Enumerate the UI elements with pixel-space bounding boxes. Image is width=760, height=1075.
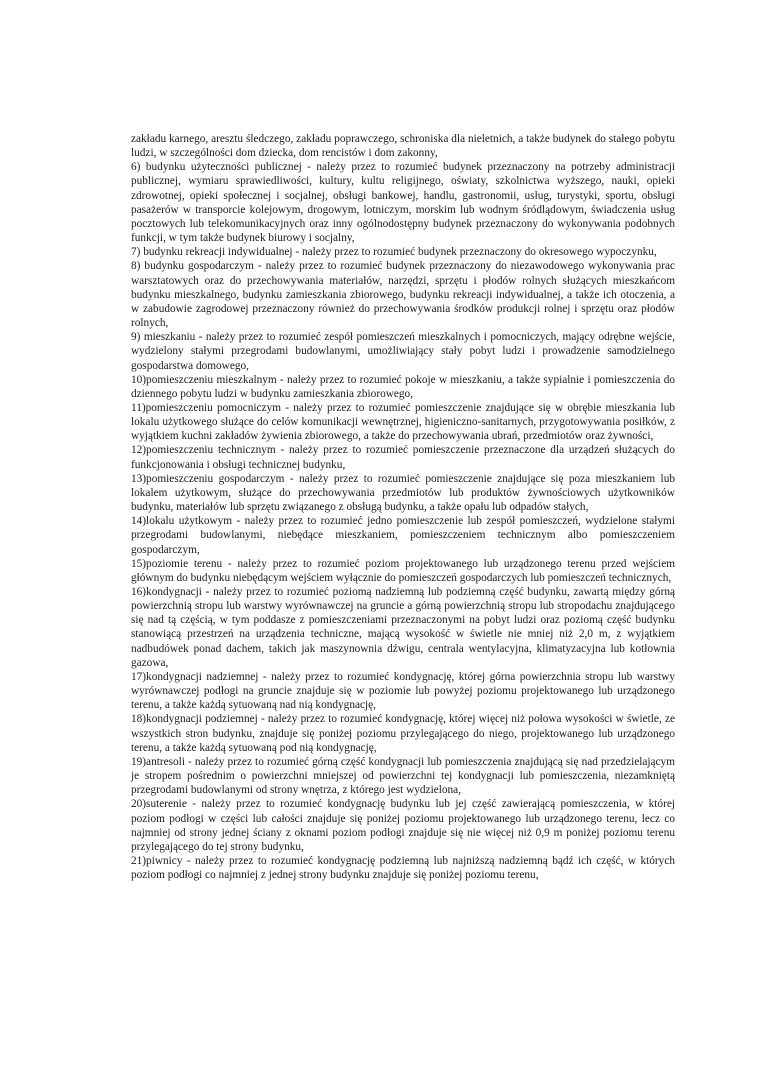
- definition-10-living-room: 10)pomieszczeniu mieszkalnym - należy przez to rozumieć pokoje w mieszkaniu, a także sypialnie i pomieszczenia do dziennego pobytu ludzi w budynku zamieszkania zbiorowego,: [131, 373, 675, 400]
- definition-18-underground-storey: 18)kondygnacji podziemnej - należy przez to rozumieć kondygnację, której więcej niż połowa wysokości w świetle, ze wszystkich stron budynku, znajduje się poniżej poziomu przylegającego do niego, projektowanego lub urządzonego terenu, a także każdą sytuowaną pod nią kondygnację,: [131, 713, 675, 754]
- definition-17-above-ground-storey: 17)kondygnacji nadziemnej - należy przez to rozumieć kondygnację, której górna powierzchnia stropu lub warstwy wyrównawczej podłogi na gruncie znajduje się w poziomie lub powyżej poziomu projektowanego lub urządzonego terenu, a także każdą sytuowaną nad nią kondygnację,: [131, 670, 675, 712]
- document-body: [131, 132, 675, 882]
- definition-14-commercial-unit: 14)lokalu użytkowym - należy przez to rozumieć jedno pomieszczenie lub zespół pomieszczeń, wydzielone stałymi przegrodami budowlanymi, niebędące mieszkaniem, pomieszczeniem technicznym albo pomieszczeniem gospodarczym,: [131, 515, 675, 556]
- paragraph-continuation: zakładu karnego, aresztu śledczego, zakładu poprawczego, schroniska dla nieletnich, a także budynek do stałego pobytu ludzi, w szczególności dom dziecka, dom rencistów i dom zakonny,: [131, 133, 675, 160]
- definition-21-basement: 21)piwnicy - należy przez to rozumieć kondygnację podziemną lub najniższą nadziemną bądź ich część, w których poziom podłogi co najmniej z jednej strony budynku znajduje się poniżej poziomu terenu,: [131, 854, 675, 882]
- definition-7-recreation-building: 7) budynku rekreacji indywidualnej - należy przez to rozumieć budynek przeznaczony do okresowego wypoczynku,: [131, 246, 657, 259]
- definition-20-souterrain: 20)suterenie - należy przez to rozumieć kondygnację budynku lub jej część zawierającą pomieszczenia, w której poziom podłogi w części lub całości znajduje się poniżej poziomu projektowanego lub urządzonego terenu, lecz co najmniej od strony jednej ściany z oknami poziom podłogi znajduje się nie więcej niż 0,9 m poniżej poziomu terenu przylegającego do tej strony budynku,: [131, 798, 675, 853]
- definition-13-storage-room: 13)pomieszczeniu gospodarczym - należy przez to rozumieć pomieszczenie znajdujące się poza mieszkaniem lub lokalem użytkowym, służące do przechowywania przedmiotów lub produktów żywnościowych użytkowników budynku, materiałów lub sprzętu związanego z obsługą budynku, a także opału lub odpadów stałych,: [131, 472, 675, 514]
- definition-16-storey: 16)kondygnacji - należy przez to rozumieć poziomą nadziemną lub podziemną część budynku, zawartą między górną powierzchnią stropu lub warstwy wyrównawczej na gruncie a górną powierzchnią stropu lub stropodachu znajdującego się nad tą częścią, w tym poddasze z pomieszczeniami przeznaczonymi na pobyt ludzi oraz poziomą część budynku stanowiącą przestrzeń na urządzenia techniczne, mającą wysokość w świetle nie mniej niż 2,0 m, z wyjątkiem nadbudówek ponad dachem, takich jak maszynownia dźwigu, centrala wentylacyjna, klimatyzacyjna lub kotłownia gazowa,: [131, 586, 675, 669]
- definition-15-ground-level: 15)poziomie terenu - należy przez to rozumieć poziom projektowanego lub urządzonego terenu przed wejściem głównym do budynku niebędącym wejściem wyłącznie do pomieszczeń gospodarczych lub pomieszczeń technicznych,: [131, 557, 675, 584]
- definition-12-technical-room: 12)pomieszczeniu technicznym - należy przez to rozumieć pomieszczenie przeznaczone dla urządzeń służących do funkcjonowania i obsługi technicznej budynku,: [131, 444, 675, 471]
- definition-19-mezzanine: 19)antresoli - należy przez to rozumieć górną część kondygnacji lub pomieszczenia znajdującą się nad przedzielającym je stropem pośrednim o powierzchni mniejszej od powierzchni tej kondygnacji lub pomieszczenia, niezamkniętą przegrodami budowlanymi od strony wnętrza, z którego jest wydzielona,: [131, 755, 675, 797]
- definition-6-public-building: 6) budynku użyteczności publicznej - należy przez to rozumieć budynek przeznaczony na potrzeby administracji publicznej, wymiaru sprawiedliwości, kultury, kultu religijnego, oświaty, szkolnictwa wyższego, nauki, opieki zdrowotnej, opieki społecznej i socjalnej, obsługi bankowej, handlu, gastronomii, usług, turystyki, sportu, obsługi pasażerów w transporcie kolejowym, drogowym, lotniczym, morskim lub wodnym śródlądowym, świadczenia usług pocztowych lub telekomunikacyjnych oraz inny ogólnodostępny budynek przeznaczony do wykonywania podobnych funkcji, w tym także budynek biurowy i socjalny,: [131, 161, 675, 245]
- definition-8-utility-building: 8) budynku gospodarczym - należy przez to rozumieć budynek przeznaczony do niezawodowego wykonywania prac warsztatowych oraz do przechowywania materiałów, narzędzi, sprzętu i płodów rolnych służących mieszkańcom budynku mieszkalnego, budynku zamieszkania zbiorowego, budynku rekreacji indywidualnej, a także ich otoczenia, a w zabudowie zagrodowej przeznaczony również do przechowywania środków produkcji rolnej i sprzętu oraz płodów rolnych,: [131, 260, 675, 330]
- definition-11-auxiliary-room: 11)pomieszczeniu pomocniczym - należy przez to rozumieć pomieszczenie znajdujące się w obrębie mieszkania lub lokalu użytkowego służące do celów komunikacji wewnętrznej, higieniczno-sanitarnych, przygotowywania posiłków, z wyjątkiem kuchni zakładów żywienia zbiorowego, a także do przechowywania ubrań, przedmiotów oraz żywności,: [131, 401, 675, 443]
- definition-9-apartment: 9) mieszkaniu - należy przez to rozumieć zespół pomieszczeń mieszkalnych i pomocniczych, mający odrębne wejście, wydzielony stałymi przegrodami budowlanymi, umożliwiający stały pobyt ludzi i prowadzenie samodzielnego gospodarstwa domowego,: [131, 331, 675, 372]
